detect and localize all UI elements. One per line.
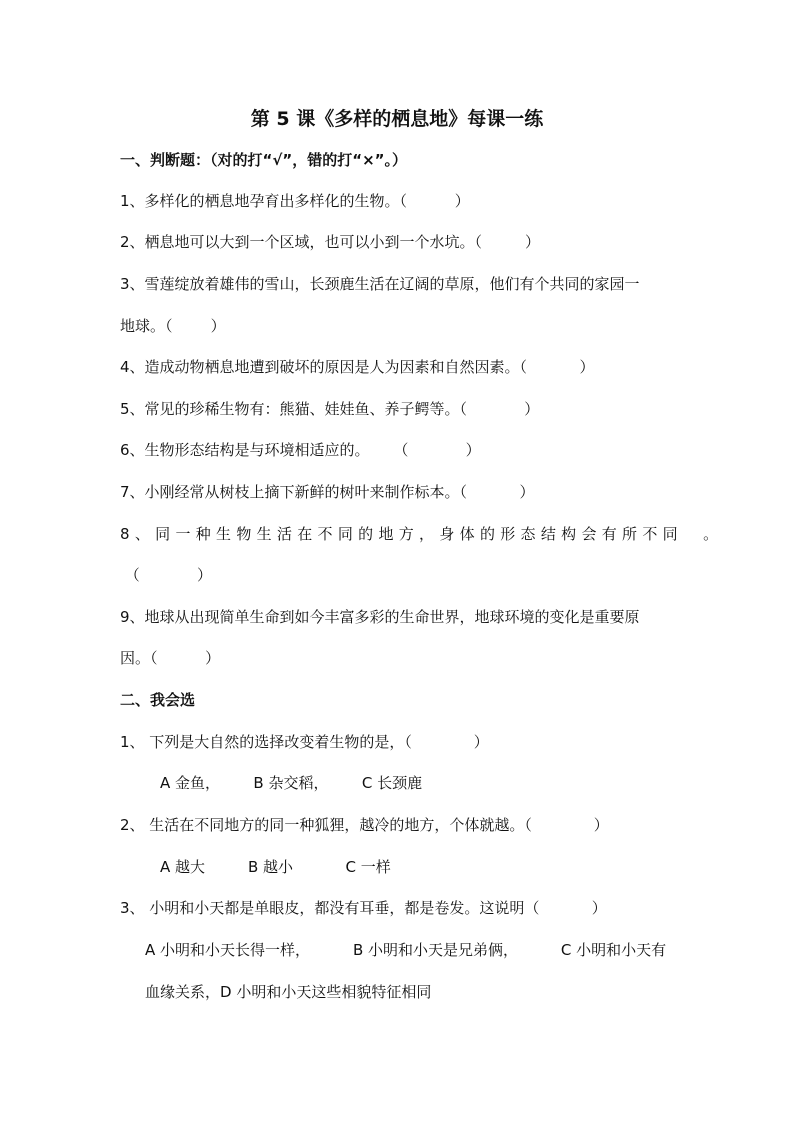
question-9-line2: 因。（ ） — [120, 649, 221, 667]
section1-heading: 一、判断题：（对的打“√”，错的打“×”。） — [120, 151, 408, 169]
question-6: 6、生物形态结构是与环境相适应的。 （ ） — [120, 441, 481, 459]
question-7: 7、小刚经常从树枝上摘下新鲜的树叶来制作标本。（ ） — [120, 483, 535, 501]
choice-question-2: 2、 生活在不同地方的同一种狐狸，越冷的地方，个体就越。（ ） — [120, 816, 609, 834]
question-8-line2: （ ） — [120, 566, 212, 584]
question-5: 5、常见的珍稀生物有：熊猫、娃娃鱼、养子鳄等。（ ） — [120, 400, 540, 418]
choice-question-1: 1、 下列是大自然的选择改变着生物的是，（ ） — [120, 733, 489, 751]
question-9-line1: 9、地球从出现简单生命到如今丰富多彩的生命世界，地球环境的变化是重要原 — [120, 608, 640, 626]
section2-heading: 二、我会选 — [120, 691, 196, 709]
choice-question-3-options-line2: 血缘关系，D 小明和小天这些相貌特征相同 — [145, 983, 432, 1001]
question-3-line2: 地球。（ ） — [120, 317, 226, 335]
question-3-line1: 3、雪莲绽放着雄伟的雪山，长颈鹿生活在辽阔的草原，他们有个共同的家园一 — [120, 275, 640, 293]
choice-question-1-options: A 金鱼， B 杂交稻， C 长颈鹿 — [160, 774, 423, 792]
question-4: 4、造成动物栖息地遭到破坏的原因是人为因素和自然因素。（ ） — [120, 358, 595, 376]
question-2: 2、栖息地可以大到一个区域，也可以小到一个水坑。（ ） — [120, 233, 540, 251]
choice-question-3-options-line1: A 小明和小天长得一样， B 小明和小天是兄弟俩， C 小明和小天有 — [145, 941, 667, 959]
page-title: 第 5 课《多样的栖息地》每课一练 — [250, 108, 544, 130]
choice-question-3: 3、 小明和小天都是单眼皮，都没有耳垂，都是卷发。这说明（ ） — [120, 899, 607, 917]
choice-question-2-options: A 越大 B 越小 C 一样 — [160, 858, 391, 876]
question-8-line1: 8、同一种生物生活在不同的地方，身体的形态结构会有所不同 。 — [120, 525, 724, 543]
question-1: 1、多样化的栖息地孕育出多样化的生物。（ ） — [120, 192, 470, 210]
